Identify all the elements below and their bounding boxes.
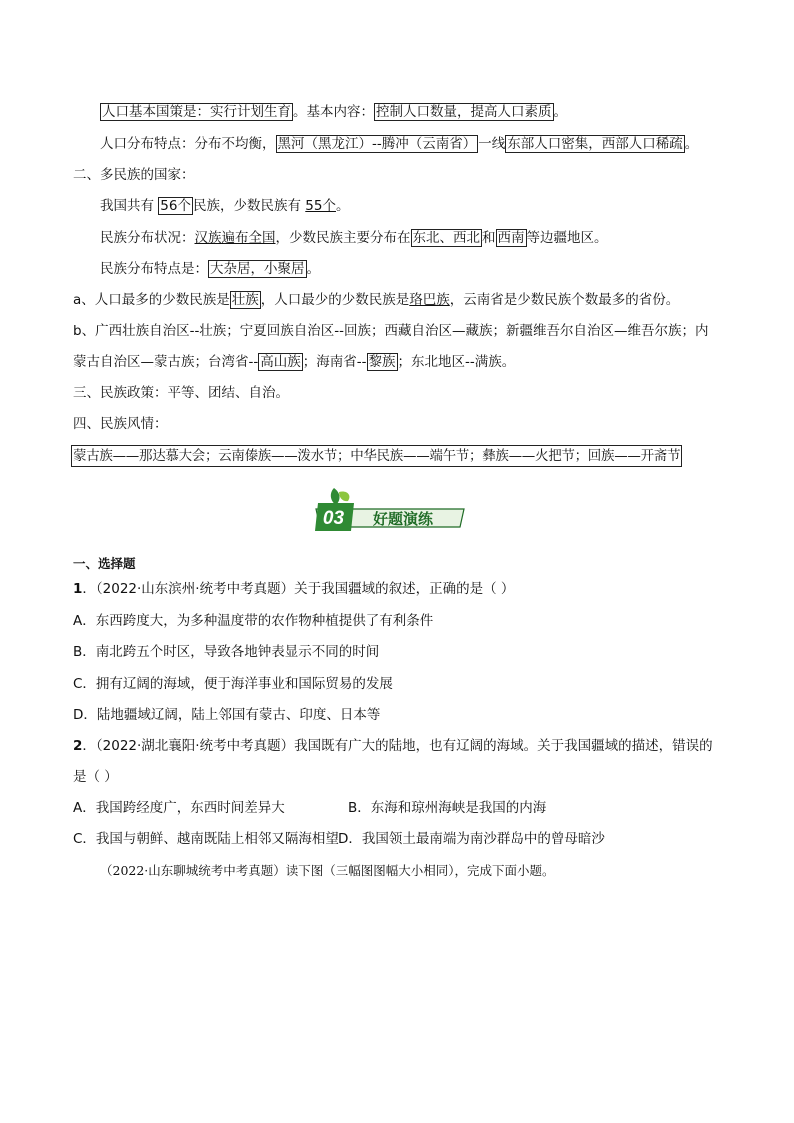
leaf-icon	[331, 488, 340, 505]
count-pre: 我国共有	[100, 198, 159, 214]
q2-stem-line-1	[73, 736, 713, 756]
q2-option-c: C．我国与朝鲜、越南既陆上相邻又隔海相望	[73, 831, 339, 847]
distribution-boxed-2: 东部人口密集，西部人口稀疏	[507, 136, 683, 152]
policy-boxed-2: 控制人口数量，提高人口素质	[376, 104, 552, 120]
section-banner	[314, 487, 466, 533]
minority-a-line	[73, 290, 679, 310]
b2-mid: ；海南省--	[302, 354, 367, 370]
status-mid: ，少数民族主要分布在	[275, 230, 411, 246]
section3-heading: 三、民族政策：平等、团结、自治。	[73, 385, 289, 401]
q2-stem-text: ．（2022·湖北襄阳·统考中考真题）我国既有广大的陆地，也有辽阔的海域。关于我国疆域的描述，错误的	[82, 738, 713, 754]
ethnic-status-line	[100, 228, 608, 248]
status-underlined: 汉族遍布全国	[194, 230, 276, 246]
a-underlined: 珞巴族	[409, 292, 450, 308]
section2-heading: 二、多民族的国家：	[73, 167, 195, 183]
q2-stem-line-2: 是（ ）	[73, 769, 118, 785]
feature-end: 。	[306, 261, 320, 277]
q1-number: 1	[73, 581, 83, 597]
q2-option-b: B．东海和琼州海峡是我国的内海	[348, 800, 547, 816]
status-boxed-2: 西南	[497, 230, 525, 246]
regions-b-line-1: b、广西壮族自治区--壮族；宁夏回族自治区--回族；西藏自治区—藏族；新疆维吾尔自治区—维吾尔族；内	[73, 323, 709, 339]
b2-boxed-2: 黎族	[368, 354, 396, 370]
banner-title: 好题演练	[372, 510, 434, 528]
q1-stem	[73, 579, 514, 599]
population-policy-line	[100, 102, 567, 122]
distribution-boxed: 黑河（黑龙江）--腾冲（云南省）	[277, 136, 477, 152]
festivals-box: 蒙古族——那达慕大会；云南傣族——泼水节；中华民族——端午节；彝族——火把节；回族——开斋节	[71, 445, 682, 467]
status-pre: 民族分布状况：	[100, 230, 195, 246]
policy-end: 。	[553, 104, 567, 120]
a-mid: ，人口最少的少数民族是	[260, 292, 410, 308]
count-underlined: 55个	[305, 198, 336, 214]
a-boxed: 壮族	[231, 292, 259, 308]
b2-pre: 蒙古自治区—蒙古族；台湾省--	[73, 354, 259, 370]
b2-end: ；东北地区--满族。	[397, 354, 516, 370]
regions-b-line-2	[73, 352, 515, 372]
status-boxed: 东北、西北	[412, 230, 480, 246]
q1-stem-text: ．（2022·山东滨州·统考中考真题）关于我国疆域的叙述，正确的是（ ）	[82, 581, 515, 597]
ethnic-count-line	[100, 196, 349, 216]
group-intro: （2022·山东聊城统考中考真题）读下图（三幅图图幅大小相同），完成下面小题。	[100, 863, 555, 878]
a-end: ，云南省是少数民族个数最多的省份。	[449, 292, 680, 308]
banner-number: 03	[322, 508, 345, 529]
count-mid: 民族，少数民族有	[192, 198, 306, 214]
feature-pre: 民族分布特点是：	[100, 261, 208, 277]
q1-option-c: C．拥有辽阔的海域，便于海洋事业和国际贸易的发展	[73, 676, 393, 692]
policy-mid: 。基本内容：	[293, 104, 374, 120]
b2-boxed: 高山族	[260, 354, 301, 370]
distribution-end: 。	[684, 136, 699, 152]
q1-option-a: A．东西跨度大，为多种温度带的农作物种植提供了有利条件	[73, 613, 434, 629]
population-distribution-line	[100, 134, 698, 154]
policy-boxed: 人口基本国策是：实行计划生育	[102, 104, 291, 120]
section4-heading: 四、民族风情：	[73, 416, 168, 432]
q1-option-d: D．陆地疆域辽阔，陆上邻国有蒙古、印度、日本等	[73, 707, 381, 723]
banner-graphic	[314, 487, 466, 533]
distribution-mid: 一线	[478, 136, 506, 152]
distribution-pre: 人口分布特点：分布不均衡，	[100, 136, 276, 152]
q2-option-d: D．我国领土最南端为南沙群岛中的曾母暗沙	[338, 831, 605, 847]
ethnic-feature-line	[100, 259, 320, 279]
q2-option-a: A．我国跨经度广，东西时间差异大	[73, 800, 285, 816]
status-and: 和	[482, 230, 496, 246]
a-pre: a、人口最多的少数民族是	[73, 292, 230, 308]
questions-heading: 一、选择题	[73, 556, 136, 571]
feature-boxed: 大杂居，小聚居	[210, 261, 305, 277]
status-end: 等边疆地区。	[526, 230, 608, 246]
q2-number: 2	[73, 738, 83, 754]
q1-option-b: B．南北跨五个时区，导致各地钟表显示不同的时间	[73, 644, 380, 660]
count-boxed: 56个	[160, 198, 191, 214]
leaf-icon-2	[339, 492, 349, 502]
count-end: 。	[335, 198, 350, 214]
